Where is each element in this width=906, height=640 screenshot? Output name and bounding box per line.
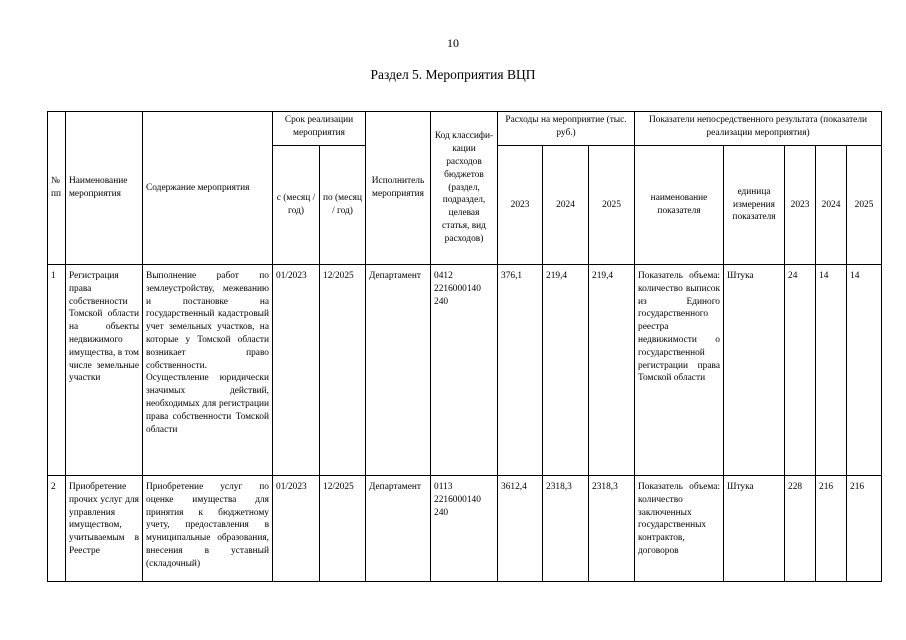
activities-table: [47, 111, 882, 582]
cell-code: 0412 2216000140 240: [431, 265, 498, 476]
section-title: Раздел 5. Мероприятия ВЦП: [370, 67, 536, 82]
cell-exp-2023: 3612,4: [498, 476, 543, 582]
table-row: [48, 476, 882, 582]
header-ind-2023: 2023: [785, 146, 816, 265]
cell-exp-2023: 376,1: [498, 265, 543, 476]
cell-ind-unit: Штука: [724, 476, 785, 582]
header-ind-2024: 2024: [816, 146, 847, 265]
cell-ind-name: Показатель объема: количество выписок из Единого государственного реестра недвижимости о государственной регистрации права Томской области: [635, 265, 724, 476]
cell-ind-2023: 24: [785, 265, 816, 476]
cell-executor: Департамент: [366, 265, 431, 476]
header-exp-2024: 2024: [543, 146, 589, 265]
cell-ind-unit: Штука: [724, 265, 785, 476]
header-exp-2023: 2023: [498, 146, 543, 265]
header-num: № пп: [48, 112, 66, 265]
header-ind-2025: 2025: [847, 146, 882, 265]
cell-num: 2: [48, 476, 66, 582]
cell-exp-2025: 219,4: [589, 265, 635, 476]
header-row-1: [48, 112, 882, 146]
cell-executor: Департамент: [366, 476, 431, 582]
header-exp-2025: 2025: [589, 146, 635, 265]
cell-ind-2025: 14: [847, 265, 882, 476]
cell-content: Приобретение услуг по оценке имущества для принятия к бюджетному учету, предоставления в муниципальные образования, внесения в уставный (складочный): [143, 476, 273, 582]
header-ind-name: наименование показателя: [635, 146, 724, 265]
cell-to: 12/2025: [320, 476, 366, 582]
cell-exp-2024: 2318,3: [543, 476, 589, 582]
cell-from: 01/2023: [273, 476, 320, 582]
cell-from: 01/2023: [273, 265, 320, 476]
cell-ind-2025: 216: [847, 476, 882, 582]
cell-ind-2024: 14: [816, 265, 847, 476]
header-ind-unit: единица измерения показателя: [724, 146, 785, 265]
cell-content: Выполнение работ по землеустройству, межеванию и постановке на государственный кадастровый учет земельных участков, на которые у Томской области возникает право собственности. Осуществление юридически значимых действий, необходимых для регистрации права собственности Томской области: [143, 265, 273, 476]
cell-ind-name: Показатель объема: количество заключенных государственных контрактов, договоров: [635, 476, 724, 582]
header-indicators-group: Показатели непосредственного результата (показатели реализации мероприятия): [635, 112, 882, 146]
table-row: [48, 265, 882, 476]
cell-name: Приобретение прочих услуг для управления имуществом, учитываемым в Реестре: [66, 476, 143, 582]
header-term-group: Срок реализации мероприятия: [273, 112, 366, 146]
header-code: Код классифи-кации расходов бюджетов (раздел, подраздел, целевая статья, вид расходов): [431, 112, 498, 265]
header-term-to: по (месяц / год): [320, 146, 366, 265]
cell-num: 1: [48, 265, 66, 476]
cell-code: 0113 2216000140 240: [431, 476, 498, 582]
header-expenses-group: Расходы на мероприятие (тыс. руб.): [498, 112, 635, 146]
cell-exp-2024: 219,4: [543, 265, 589, 476]
cell-name: Регистрация права собственности Томской области на объекты недвижимого имущества, в том числе земельные участки: [66, 265, 143, 476]
page-number: 10: [447, 36, 459, 50]
cell-exp-2025: 2318,3: [589, 476, 635, 582]
header-term-from: с (месяц / год): [273, 146, 320, 265]
header-content: Содержание мероприятия: [143, 112, 273, 265]
header-executor: Исполнитель мероприятия: [366, 112, 431, 265]
cell-ind-2023: 228: [785, 476, 816, 582]
cell-ind-2024: 216: [816, 476, 847, 582]
cell-to: 12/2025: [320, 265, 366, 476]
header-name: Наименование мероприятия: [66, 112, 143, 265]
